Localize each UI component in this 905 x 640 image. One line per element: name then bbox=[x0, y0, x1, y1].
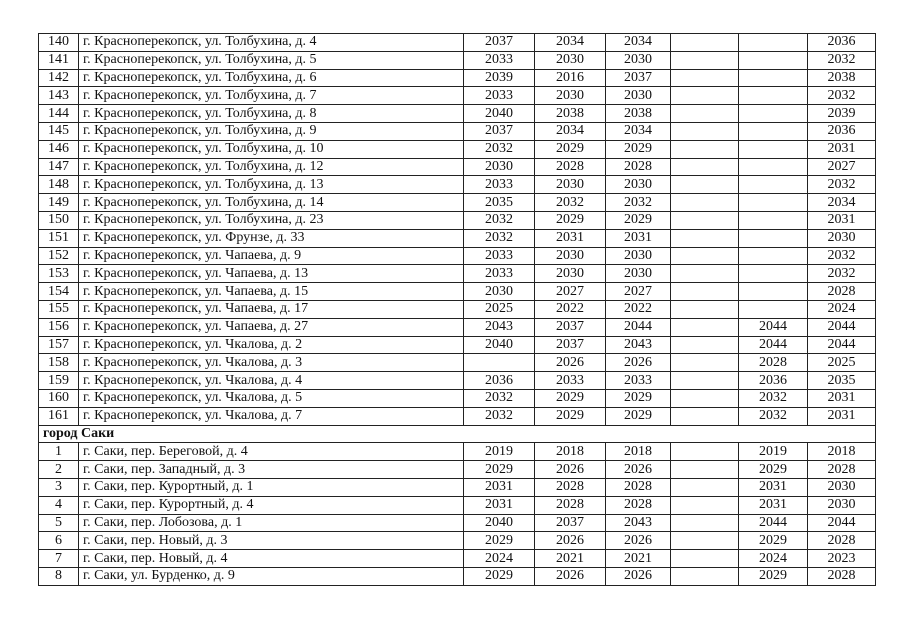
table-row bbox=[39, 389, 876, 407]
year-cell-2: 2034 bbox=[535, 34, 606, 52]
row-number: 154 bbox=[39, 283, 79, 301]
year-cell-2: 2030 bbox=[535, 176, 606, 194]
year-cell-5: 2032 bbox=[739, 389, 808, 407]
year-cell-4 bbox=[671, 496, 739, 514]
year-cell-1: 2033 bbox=[464, 87, 535, 105]
table-row bbox=[39, 478, 876, 496]
year-cell-1: 2024 bbox=[464, 550, 535, 568]
year-cell-5: 2031 bbox=[739, 496, 808, 514]
table-row bbox=[39, 69, 876, 87]
year-cell-1: 2037 bbox=[464, 34, 535, 52]
year-cell-2: 2032 bbox=[535, 194, 606, 212]
year-cell-2: 2028 bbox=[535, 158, 606, 176]
year-cell-3: 2022 bbox=[606, 300, 671, 318]
table-row bbox=[39, 158, 876, 176]
year-cell-2: 2034 bbox=[535, 122, 606, 140]
year-cell-2: 2038 bbox=[535, 105, 606, 123]
year-cell-2: 2029 bbox=[535, 211, 606, 229]
row-number: 6 bbox=[39, 532, 79, 550]
year-cell-3: 2028 bbox=[606, 496, 671, 514]
year-cell-2: 2037 bbox=[535, 318, 606, 336]
address-cell: г. Красноперекопск, ул. Чкалова, д. 7 bbox=[79, 407, 464, 425]
address-cell: г. Саки, пер. Курортный, д. 4 bbox=[79, 496, 464, 514]
year-cell-6: 2028 bbox=[808, 567, 876, 585]
year-cell-4 bbox=[671, 211, 739, 229]
year-cell-5 bbox=[739, 140, 808, 158]
year-cell-4 bbox=[671, 176, 739, 194]
year-cell-5 bbox=[739, 176, 808, 194]
table-row bbox=[39, 372, 876, 390]
year-cell-4 bbox=[671, 122, 739, 140]
year-cell-4 bbox=[671, 265, 739, 283]
address-cell: г. Красноперекопск, ул. Чкалова, д. 5 bbox=[79, 389, 464, 407]
row-number: 148 bbox=[39, 176, 79, 194]
year-cell-4 bbox=[671, 550, 739, 568]
row-number: 145 bbox=[39, 122, 79, 140]
year-cell-2: 2037 bbox=[535, 514, 606, 532]
row-number: 141 bbox=[39, 51, 79, 69]
table-body-krasnoperekopsk bbox=[39, 34, 876, 426]
address-cell: г. Красноперекопск, ул. Толбухина, д. 9 bbox=[79, 122, 464, 140]
row-number: 158 bbox=[39, 354, 79, 372]
table-row bbox=[39, 265, 876, 283]
year-cell-1: 2039 bbox=[464, 69, 535, 87]
year-cell-1: 2040 bbox=[464, 105, 535, 123]
address-cell: г. Красноперекопск, ул. Чапаева, д. 13 bbox=[79, 265, 464, 283]
year-cell-1: 2030 bbox=[464, 283, 535, 301]
year-cell-6: 2018 bbox=[808, 443, 876, 461]
year-cell-4 bbox=[671, 389, 739, 407]
year-cell-2: 2028 bbox=[535, 496, 606, 514]
year-cell-5 bbox=[739, 211, 808, 229]
year-cell-5 bbox=[739, 105, 808, 123]
year-cell-3: 2028 bbox=[606, 158, 671, 176]
year-cell-2: 2029 bbox=[535, 407, 606, 425]
year-cell-3: 2029 bbox=[606, 389, 671, 407]
row-number: 152 bbox=[39, 247, 79, 265]
year-cell-3: 2031 bbox=[606, 229, 671, 247]
year-cell-5: 2029 bbox=[739, 532, 808, 550]
year-cell-4 bbox=[671, 461, 739, 479]
row-number: 4 bbox=[39, 496, 79, 514]
year-cell-2: 2026 bbox=[535, 354, 606, 372]
year-cell-6: 2039 bbox=[808, 105, 876, 123]
year-cell-3: 2029 bbox=[606, 211, 671, 229]
table-row bbox=[39, 247, 876, 265]
year-cell-3: 2037 bbox=[606, 69, 671, 87]
year-cell-6: 2024 bbox=[808, 300, 876, 318]
year-cell-4 bbox=[671, 69, 739, 87]
year-cell-1: 2040 bbox=[464, 336, 535, 354]
year-cell-5 bbox=[739, 158, 808, 176]
section-header-row bbox=[39, 425, 876, 443]
year-cell-4 bbox=[671, 34, 739, 52]
year-cell-4 bbox=[671, 283, 739, 301]
address-cell: г. Красноперекопск, ул. Чкалова, д. 3 bbox=[79, 354, 464, 372]
year-cell-2: 2026 bbox=[535, 532, 606, 550]
year-cell-5: 2028 bbox=[739, 354, 808, 372]
year-cell-5: 2036 bbox=[739, 372, 808, 390]
year-cell-5 bbox=[739, 51, 808, 69]
year-cell-5 bbox=[739, 34, 808, 52]
year-cell-1: 2036 bbox=[464, 372, 535, 390]
year-cell-3: 2027 bbox=[606, 283, 671, 301]
year-cell-1: 2031 bbox=[464, 478, 535, 496]
year-cell-4 bbox=[671, 567, 739, 585]
table-row bbox=[39, 51, 876, 69]
year-cell-6: 2025 bbox=[808, 354, 876, 372]
year-cell-6: 2028 bbox=[808, 461, 876, 479]
address-cell: г. Красноперекопск, ул. Чапаева, д. 15 bbox=[79, 283, 464, 301]
row-number: 156 bbox=[39, 318, 79, 336]
year-cell-3: 2030 bbox=[606, 87, 671, 105]
address-cell: г. Красноперекопск, ул. Чапаева, д. 27 bbox=[79, 318, 464, 336]
year-cell-6: 2036 bbox=[808, 34, 876, 52]
address-cell: г. Красноперекопск, ул. Толбухина, д. 6 bbox=[79, 69, 464, 87]
year-cell-1: 2037 bbox=[464, 122, 535, 140]
year-cell-1: 2029 bbox=[464, 532, 535, 550]
year-cell-1: 2032 bbox=[464, 229, 535, 247]
table-row bbox=[39, 176, 876, 194]
year-cell-4 bbox=[671, 247, 739, 265]
year-cell-6: 2028 bbox=[808, 532, 876, 550]
table-row bbox=[39, 194, 876, 212]
row-number: 153 bbox=[39, 265, 79, 283]
year-cell-5 bbox=[739, 247, 808, 265]
year-cell-3: 2043 bbox=[606, 336, 671, 354]
row-number: 3 bbox=[39, 478, 79, 496]
year-cell-3: 2043 bbox=[606, 514, 671, 532]
year-cell-4 bbox=[671, 354, 739, 372]
row-number: 159 bbox=[39, 372, 79, 390]
address-cell: г. Саки, пер. Береговой, д. 4 bbox=[79, 443, 464, 461]
year-cell-4 bbox=[671, 158, 739, 176]
year-cell-5 bbox=[739, 69, 808, 87]
year-cell-4 bbox=[671, 514, 739, 532]
year-cell-1: 2032 bbox=[464, 140, 535, 158]
table-row bbox=[39, 229, 876, 247]
year-cell-3: 2029 bbox=[606, 140, 671, 158]
year-cell-6: 2030 bbox=[808, 229, 876, 247]
year-cell-6: 2038 bbox=[808, 69, 876, 87]
year-cell-6: 2023 bbox=[808, 550, 876, 568]
row-number: 144 bbox=[39, 105, 79, 123]
year-cell-3: 2044 bbox=[606, 318, 671, 336]
year-cell-4 bbox=[671, 372, 739, 390]
year-cell-4 bbox=[671, 407, 739, 425]
year-cell-4 bbox=[671, 194, 739, 212]
year-cell-5: 2044 bbox=[739, 318, 808, 336]
year-cell-1: 2029 bbox=[464, 461, 535, 479]
year-cell-2: 2037 bbox=[535, 336, 606, 354]
year-cell-2: 2030 bbox=[535, 51, 606, 69]
table-row bbox=[39, 211, 876, 229]
year-cell-3: 2032 bbox=[606, 194, 671, 212]
year-cell-1: 2031 bbox=[464, 496, 535, 514]
year-cell-1 bbox=[464, 354, 535, 372]
year-cell-5: 2029 bbox=[739, 567, 808, 585]
year-cell-4 bbox=[671, 478, 739, 496]
year-cell-5: 2024 bbox=[739, 550, 808, 568]
year-cell-2: 2022 bbox=[535, 300, 606, 318]
table-body-saki bbox=[39, 443, 876, 585]
row-number: 150 bbox=[39, 211, 79, 229]
year-cell-2: 2028 bbox=[535, 478, 606, 496]
row-number: 2 bbox=[39, 461, 79, 479]
address-cell: г. Красноперекопск, ул. Толбухина, д. 5 bbox=[79, 51, 464, 69]
address-cell: г. Саки, пер. Западный, д. 3 bbox=[79, 461, 464, 479]
year-cell-6: 2034 bbox=[808, 194, 876, 212]
year-cell-3: 2034 bbox=[606, 34, 671, 52]
table-row bbox=[39, 407, 876, 425]
year-cell-6: 2044 bbox=[808, 318, 876, 336]
year-cell-3: 2038 bbox=[606, 105, 671, 123]
year-cell-3: 2030 bbox=[606, 176, 671, 194]
year-cell-3: 2034 bbox=[606, 122, 671, 140]
row-number: 147 bbox=[39, 158, 79, 176]
year-cell-2: 2016 bbox=[535, 69, 606, 87]
year-cell-3: 2030 bbox=[606, 247, 671, 265]
year-cell-6: 2031 bbox=[808, 211, 876, 229]
year-cell-1: 2030 bbox=[464, 158, 535, 176]
year-cell-2: 2021 bbox=[535, 550, 606, 568]
year-cell-1: 2035 bbox=[464, 194, 535, 212]
year-cell-6: 2031 bbox=[808, 389, 876, 407]
year-cell-1: 2040 bbox=[464, 514, 535, 532]
year-cell-3: 2033 bbox=[606, 372, 671, 390]
year-cell-5 bbox=[739, 122, 808, 140]
address-cell: г. Красноперекопск, ул. Толбухина, д. 23 bbox=[79, 211, 464, 229]
year-cell-4 bbox=[671, 300, 739, 318]
table-row bbox=[39, 105, 876, 123]
table-row bbox=[39, 283, 876, 301]
row-number: 155 bbox=[39, 300, 79, 318]
address-cell: г. Красноперекопск, ул. Чкалова, д. 4 bbox=[79, 372, 464, 390]
year-cell-6: 2032 bbox=[808, 51, 876, 69]
year-cell-5: 2019 bbox=[739, 443, 808, 461]
address-cell: г. Красноперекопск, ул. Чкалова, д. 2 bbox=[79, 336, 464, 354]
year-cell-6: 2031 bbox=[808, 140, 876, 158]
address-cell: г. Красноперекопск, ул. Толбухина, д. 13 bbox=[79, 176, 464, 194]
row-number: 7 bbox=[39, 550, 79, 568]
year-cell-2: 2030 bbox=[535, 87, 606, 105]
row-number: 146 bbox=[39, 140, 79, 158]
year-cell-6: 2031 bbox=[808, 407, 876, 425]
year-cell-1: 2032 bbox=[464, 407, 535, 425]
year-cell-6: 2044 bbox=[808, 514, 876, 532]
row-number: 143 bbox=[39, 87, 79, 105]
address-cell: г. Саки, ул. Бурденко, д. 9 bbox=[79, 567, 464, 585]
address-cell: г. Саки, пер. Лобозова, д. 1 bbox=[79, 514, 464, 532]
address-cell: г. Красноперекопск, ул. Толбухина, д. 4 bbox=[79, 34, 464, 52]
year-cell-1: 2032 bbox=[464, 211, 535, 229]
year-cell-6: 2030 bbox=[808, 478, 876, 496]
address-cell: г. Красноперекопск, ул. Фрунзе, д. 33 bbox=[79, 229, 464, 247]
row-number: 8 bbox=[39, 567, 79, 585]
year-cell-2: 2018 bbox=[535, 443, 606, 461]
table-row bbox=[39, 461, 876, 479]
year-cell-3: 2026 bbox=[606, 461, 671, 479]
table-row bbox=[39, 300, 876, 318]
table-row bbox=[39, 550, 876, 568]
year-cell-3: 2026 bbox=[606, 567, 671, 585]
year-cell-5: 2044 bbox=[739, 514, 808, 532]
year-cell-1: 2029 bbox=[464, 567, 535, 585]
year-cell-1: 2033 bbox=[464, 51, 535, 69]
year-cell-5: 2044 bbox=[739, 336, 808, 354]
year-cell-3: 2026 bbox=[606, 532, 671, 550]
year-cell-4 bbox=[671, 51, 739, 69]
year-cell-1: 2032 bbox=[464, 389, 535, 407]
year-cell-5: 2031 bbox=[739, 478, 808, 496]
year-cell-5: 2029 bbox=[739, 461, 808, 479]
year-cell-6: 2032 bbox=[808, 265, 876, 283]
row-number: 142 bbox=[39, 69, 79, 87]
year-cell-4 bbox=[671, 140, 739, 158]
year-cell-4 bbox=[671, 318, 739, 336]
row-number: 5 bbox=[39, 514, 79, 532]
year-cell-1: 2019 bbox=[464, 443, 535, 461]
row-number: 157 bbox=[39, 336, 79, 354]
year-cell-2: 2030 bbox=[535, 247, 606, 265]
year-cell-6: 2030 bbox=[808, 496, 876, 514]
address-cell: г. Красноперекопск, ул. Чапаева, д. 9 bbox=[79, 247, 464, 265]
year-cell-2: 2029 bbox=[535, 140, 606, 158]
table-row bbox=[39, 34, 876, 52]
address-cell: г. Красноперекопск, ул. Толбухина, д. 12 bbox=[79, 158, 464, 176]
year-cell-1: 2025 bbox=[464, 300, 535, 318]
year-cell-4 bbox=[671, 87, 739, 105]
year-cell-2: 2026 bbox=[535, 461, 606, 479]
year-cell-3: 2026 bbox=[606, 354, 671, 372]
address-cell: г. Саки, пер. Новый, д. 4 bbox=[79, 550, 464, 568]
row-number: 151 bbox=[39, 229, 79, 247]
table-row bbox=[39, 336, 876, 354]
year-cell-3: 2030 bbox=[606, 265, 671, 283]
address-cell: г. Красноперекопск, ул. Толбухина, д. 10 bbox=[79, 140, 464, 158]
year-cell-4 bbox=[671, 336, 739, 354]
table-row bbox=[39, 443, 876, 461]
address-cell: г. Красноперекопск, ул. Чапаева, д. 17 bbox=[79, 300, 464, 318]
row-number: 161 bbox=[39, 407, 79, 425]
table-row bbox=[39, 122, 876, 140]
year-cell-4 bbox=[671, 229, 739, 247]
year-cell-5 bbox=[739, 229, 808, 247]
year-cell-6: 2032 bbox=[808, 247, 876, 265]
year-cell-3: 2021 bbox=[606, 550, 671, 568]
year-cell-5 bbox=[739, 283, 808, 301]
row-number: 1 bbox=[39, 443, 79, 461]
year-cell-4 bbox=[671, 532, 739, 550]
year-cell-3: 2030 bbox=[606, 51, 671, 69]
address-cell: г. Красноперекопск, ул. Толбухина, д. 7 bbox=[79, 87, 464, 105]
year-cell-1: 2043 bbox=[464, 318, 535, 336]
year-cell-2: 2029 bbox=[535, 389, 606, 407]
table-row bbox=[39, 496, 876, 514]
table-section-saki bbox=[39, 425, 876, 443]
year-cell-2: 2033 bbox=[535, 372, 606, 390]
year-cell-3: 2028 bbox=[606, 478, 671, 496]
year-cell-6: 2032 bbox=[808, 87, 876, 105]
year-cell-5 bbox=[739, 265, 808, 283]
year-cell-6: 2028 bbox=[808, 283, 876, 301]
address-cell: г. Саки, пер. Новый, д. 3 bbox=[79, 532, 464, 550]
year-cell-1: 2033 bbox=[464, 265, 535, 283]
row-number: 149 bbox=[39, 194, 79, 212]
row-number: 140 bbox=[39, 34, 79, 52]
year-cell-2: 2026 bbox=[535, 567, 606, 585]
year-cell-6: 2036 bbox=[808, 122, 876, 140]
year-cell-2: 2030 bbox=[535, 265, 606, 283]
address-cell: г. Красноперекопск, ул. Толбухина, д. 8 bbox=[79, 105, 464, 123]
year-cell-2: 2027 bbox=[535, 283, 606, 301]
table-row bbox=[39, 567, 876, 585]
year-cell-1: 2033 bbox=[464, 247, 535, 265]
section-title: город Саки bbox=[39, 425, 876, 443]
year-cell-3: 2029 bbox=[606, 407, 671, 425]
schedule-table bbox=[38, 33, 876, 586]
year-cell-6: 2035 bbox=[808, 372, 876, 390]
address-cell: г. Красноперекопск, ул. Толбухина, д. 14 bbox=[79, 194, 464, 212]
table-row bbox=[39, 354, 876, 372]
row-number: 160 bbox=[39, 389, 79, 407]
table-row bbox=[39, 140, 876, 158]
year-cell-5: 2032 bbox=[739, 407, 808, 425]
year-cell-3: 2018 bbox=[606, 443, 671, 461]
year-cell-5 bbox=[739, 194, 808, 212]
year-cell-6: 2032 bbox=[808, 176, 876, 194]
year-cell-4 bbox=[671, 105, 739, 123]
year-cell-6: 2027 bbox=[808, 158, 876, 176]
table-row bbox=[39, 318, 876, 336]
table-row bbox=[39, 87, 876, 105]
year-cell-4 bbox=[671, 443, 739, 461]
year-cell-5 bbox=[739, 300, 808, 318]
year-cell-5 bbox=[739, 87, 808, 105]
table-row bbox=[39, 532, 876, 550]
year-cell-6: 2044 bbox=[808, 336, 876, 354]
table-row bbox=[39, 514, 876, 532]
year-cell-1: 2033 bbox=[464, 176, 535, 194]
address-cell: г. Саки, пер. Курортный, д. 1 bbox=[79, 478, 464, 496]
year-cell-2: 2031 bbox=[535, 229, 606, 247]
